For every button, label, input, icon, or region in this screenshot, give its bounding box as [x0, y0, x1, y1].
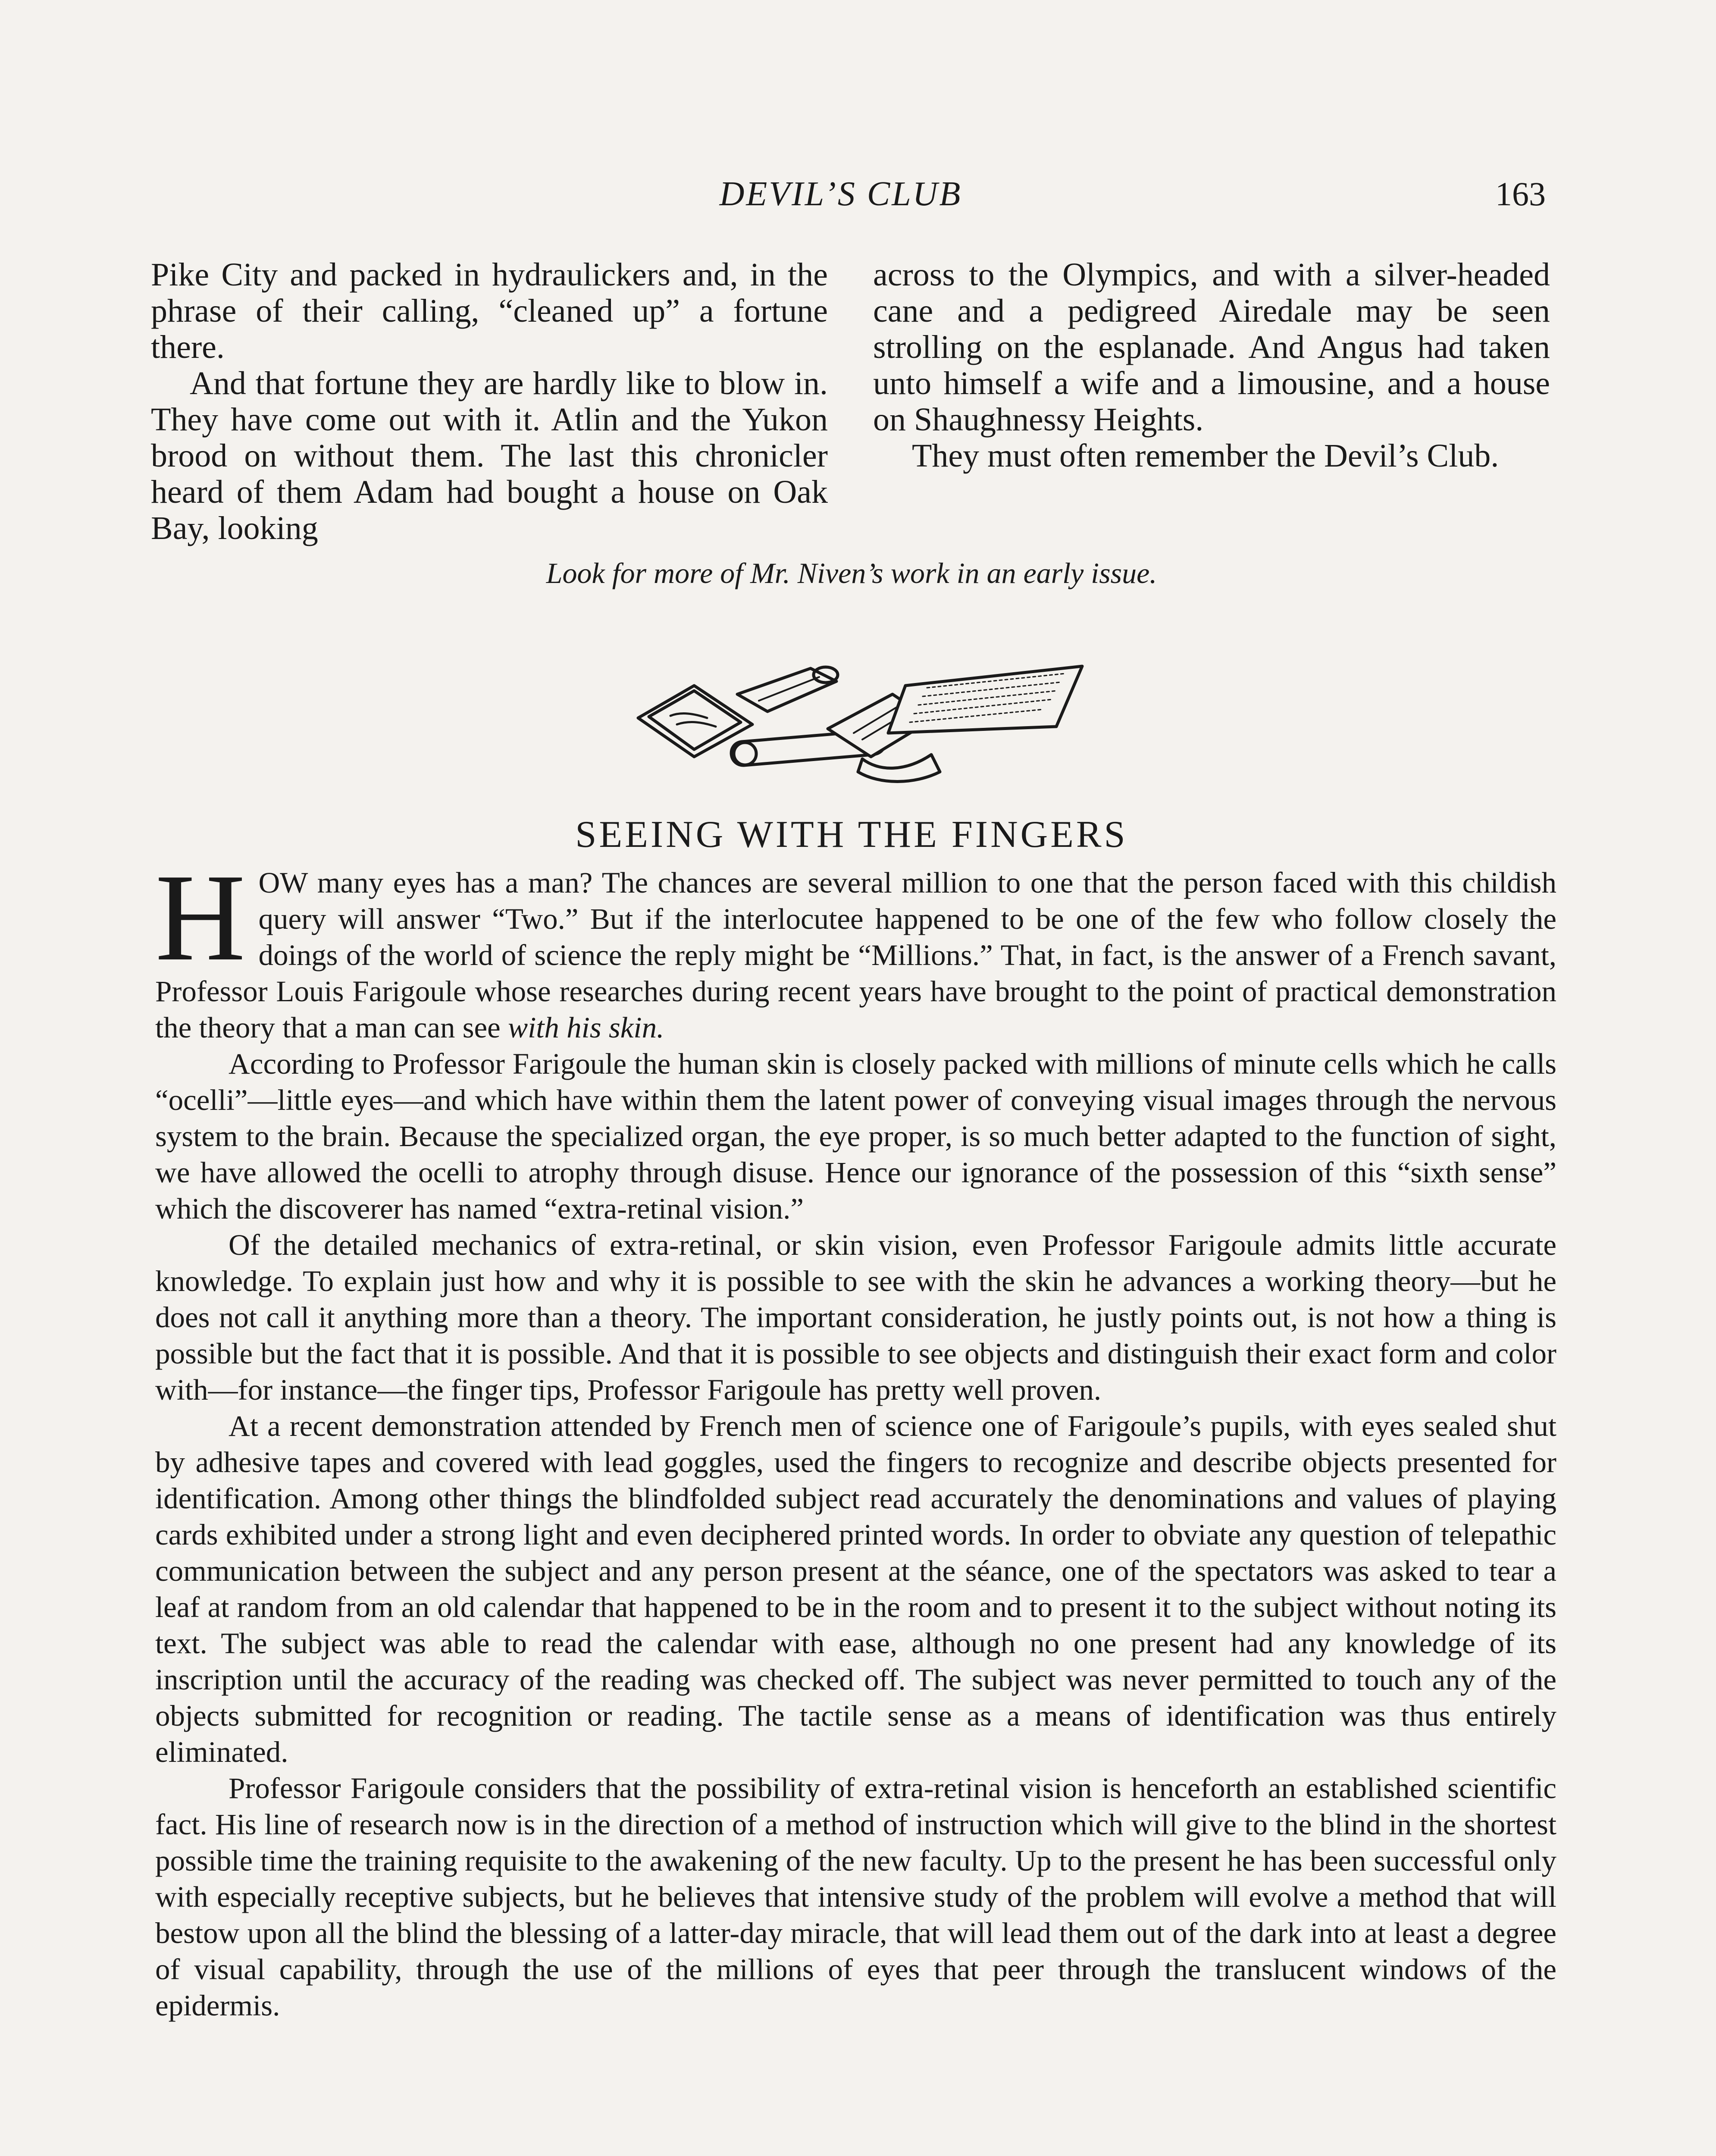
- paragraph: Pike City and packed in hydraulickers and, in the phrase of their calling, “cleaned up” a fortune there.: [151, 257, 828, 365]
- paragraph: And that fortune they are hardly like to blow in. They have come out with it. Atlin and the Yukon brood on without them. The last this chronicler heard of them Adam had bought a house on Oak Bay, looking: [151, 365, 828, 546]
- editor-note: Look for more of Mr. Niven’s work in an early issue.: [546, 557, 1157, 589]
- drop-cap: H: [155, 848, 246, 987]
- right-column: [873, 257, 1550, 474]
- paragraph: [155, 848, 1556, 1046]
- article-title: SEEING WITH THE FINGERS: [575, 814, 1128, 856]
- paragraph: Of the detailed mechanics of extra-retinal, or skin vision, even Professor Farigoule admits little accurate knowledge. To explain just how and why it is possible to see with the skin he advances a working theory—but he does not call it anything more than a theory. The important consideration, he justly points out, is not how a thing is possible but the fact that it is possible. And that it is possible to see objects and distinguish their exact form and color with—for instance—the finger tips, Professor Farigoule has pretty well proven.: [155, 1228, 1556, 1406]
- letters-and-scrolls-ornament: [629, 642, 1091, 798]
- paragraph: across to the Olympics, and with a silver-headed cane and a pedigreed Airedale may be seen strolling on the esplanade. And Angus had taken unto himself a wife and a limousine, and a house on Shaughnessy Heights.: [873, 257, 1550, 438]
- continued-story: [151, 257, 1552, 558]
- paragraph: According to Professor Farigoule the human skin is closely packed with millions of minute cells which he calls “ocelli”—little eyes—and which have within them the latent power of conveying visual images through the nervous system to the brain. Because the specialized organ, the eye proper, is so much better adapted to the function of sight, we have allowed the ocelli to atrophy through disuse. Hence our ignorance of the possession of this “sixth sense” which the discoverer has named “extra-retinal vision.”: [155, 1047, 1556, 1225]
- left-column: [151, 257, 828, 546]
- running-head: DEVIL’S CLUB: [719, 175, 962, 213]
- page-number: 163: [1495, 175, 1546, 213]
- paragraph: At a recent demonstration attended by French men of science one of Farigoule’s pupils, with eyes sealed shut by adhesive tapes and covered with lead goggles, used the fingers to recognize and describe objects presented for identification. Among other things the blindfolded subject read accurately the denominations and values of playing cards exhibited under a strong light and even deciphered printed words. In order to obviate any question of telepathic communication between the subject and any person present at the séance, one of the spectators was asked to tear a leaf at random from an old calendar that happened to be in the room and to present it to the subject without noting its text. The subject was able to read the calendar with ease, although no one present had any knowledge of its inscription until the accuracy of the reading was checked off. The subject was never permitted to touch any of the objects submitted for recognition or reading. The tactile sense as a means of identification was thus entirely eliminated.: [155, 1410, 1556, 1768]
- italic-phrase: with his skin.: [508, 1011, 664, 1044]
- article-body: [155, 848, 1556, 2024]
- paragraph: Professor Farigoule considers that the possibility of extra-retinal vision is henceforth an established scientific fact. His line of research now is in the direction of a method of instruction which will give to the blind in the shortest possible time the training requisite to the awakening of the new faculty. Up to the present he has been successful only with especially receptive subjects, but he believes that intensive study of the problem will evolve a method that will bestow upon all the blind the blessing of a latter-day miracle, that will lead them out of the dark into at least a degree of visual capability, through the use of the millions of eyes that peer through the translucent windows of the epidermis.: [155, 1772, 1556, 2022]
- paragraph-text: OW many eyes has a man? The chances are several million to one that the person faced with this childish query will answer “Two.” But if the interlocutee happened to be one of the few who follow closely the doings of the world of science the reply might be “Millions.” That, in fact, is the answer of a French savant, Professor Louis Farigoule whose researches during recent years have brought to the point of practical demonstration the theory that a man can see: [155, 866, 1556, 1044]
- paragraph: They must often remember the Devil’s Club.: [912, 438, 1499, 474]
